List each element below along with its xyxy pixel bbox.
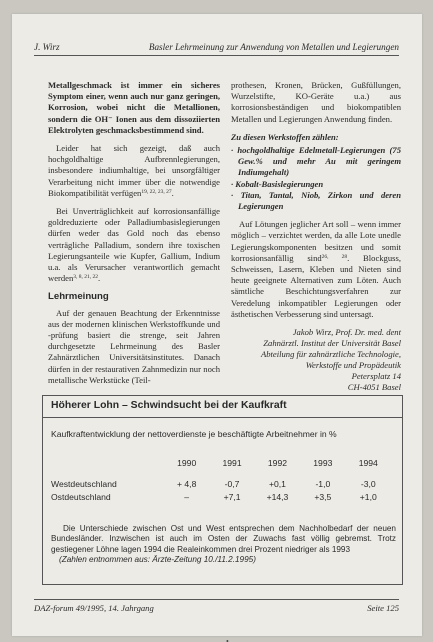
box-note-text: Die Unterschiede zwischen Ost und West entsprechen dem Nachholbedarf der neuen Bundesländer. Inzwischen ist auch im Osten der Zuwachs fast völlig gebremst. Trotz gestiegener Löhne lagen 1994 die Realeinkommen drei Prozent niedriger als 1993 (51, 524, 396, 554)
reference-superscript: 19, 22, 23, 27 (141, 188, 172, 195)
running-header (34, 42, 399, 56)
table-cell: +0,1 (268, 478, 286, 489)
signature-line: Petersplatz 14 (351, 371, 401, 382)
table-row (51, 477, 391, 490)
paragraph: Bei Unverträglichkeit auf korrosionsanfällige goldreduzierte oder Palladiumbasislegierungen dürfen weder das Gold noch das ebenso verträgliche Palladium, sondern ihre toxischen Legierungsanteile wie Kupfer, Gallium, Indium u.a. als Verursacher verantwortlich gemacht werden$^{3, 8, 21, 22}$. (48, 206, 220, 284)
paragraph: prothesen, Kronen, Brücken, Gußfüllungen, Wurzelstifte, KO-Geräte u.a.) aus korrosionsbeständigen und biokompatiblen Metallen und Legierungen Anwendung finden. (231, 80, 401, 124)
reference-superscript: 3, 8, 21, 22 (73, 274, 99, 281)
paragraph-text: Leider hat sich gezeigt, daß auch hochgoldhaltige Aufbrennlegierungen, insbesondere indiumhaltige, bei unsorgfältiger Verarbeitung nicht immer über die notwendige Biokompatibilität verfügen (48, 143, 220, 198)
section-heading: Lehrmeinung (48, 291, 109, 303)
year-header: 1990 (177, 457, 197, 468)
table-cell: +1,0 (359, 491, 377, 502)
page-footer (34, 599, 399, 613)
list-item: · Kobalt-Basislegierungen (231, 178, 324, 189)
right-column (231, 80, 401, 393)
box-title: Höherer Lohn – Schwindsucht bei der Kaufkraft (43, 396, 402, 418)
info-box (42, 395, 403, 585)
year-header: 1994 (358, 457, 378, 468)
paragraph: Leider hat sich gezeigt, daß auch hochgoldhaltige Aufbrennlegierungen, insbesondere indiumhaltige, bei unsorgfältiger Verarbeitung nicht immer über die notwendige Biokompatibilität verfügen$^{19, 22, 23, 27}$. (48, 143, 220, 198)
list-item: · hochgoldhaltige Edelmetall-Legierungen (75 Gew.% und mehr Au mit geringem Indiumgehalt) (231, 145, 401, 178)
table-cell: – (184, 491, 190, 502)
footer-page-number: Seite 125 (367, 603, 399, 613)
header-author: J. Wirz (34, 42, 60, 52)
list-item: · Titan, Tantal, Niob, Zirkon und deren Legierungen (231, 189, 401, 212)
table-header-row (51, 456, 391, 469)
year-header: 1993 (313, 457, 333, 468)
box-source: (Zahlen entnommen aus: Ärzte-Zeitung 10./11.2.1995) (59, 555, 256, 565)
table-cell: -1,0 (315, 478, 331, 489)
box-note (51, 524, 396, 566)
signature-line: Werkstoffe und Propädeutik (305, 360, 401, 371)
table-row (51, 490, 391, 503)
table-cell: +14,3 (266, 491, 289, 502)
paragraph-text: . Blockguss, Schweissen, Lasern, Kleben und Nieten sind heute geeignete Alternativen zum Löten. Auch sämtliche Beschichtungsverfahren zur Veredelung inkompatibler Legierungen oder ästhetischen Verbesserung sind untersagt. (231, 252, 401, 319)
footer-publication: DAZ-forum 49/1995, 14. Jahrgang (34, 603, 154, 613)
table-cell: -3,0 (360, 478, 376, 489)
purchasing-power-table (51, 456, 391, 503)
row-label: Westdeutschland (51, 478, 117, 489)
list-lead: Zu diesen Werkstoffen zählen: (231, 131, 339, 142)
page (12, 14, 422, 642)
row-label: Ostdeutschland (51, 491, 111, 502)
author-signature (231, 327, 401, 393)
table-cell: + 4,8 (177, 478, 197, 489)
paragraph-text: Bei Unverträglichkeit auf korrosionsanfällige goldreduzierte oder Palladiumbasislegierungen dürfen weder das Gold noch das ebenso verträgliche Palladium, sondern ihre toxischen Legierungsanteile wie Kupfer, Gallium, Indium u.a. als Verursacher verantwortlich gemacht werden (48, 206, 220, 284)
table-cell: -0,7 (224, 478, 240, 489)
table-cell: +7,1 (223, 491, 241, 502)
header-title: Basler Lehrmeinung zur Anwendung von Metallen und Legierungen (148, 42, 399, 52)
year-header: 1991 (222, 457, 242, 468)
signature-line: Jakob Wirz, Prof. Dr. med. dent (292, 327, 401, 338)
signature-line: CH-4051 Basel (347, 382, 401, 393)
page-mark: • (226, 637, 229, 642)
paragraph (231, 219, 401, 320)
signature-line: Zahnärztl. Institut der Universität Basel (263, 338, 401, 349)
paragraph: Auf der genauen Beachtung der Erkenntnisse aus der modernen klinischen Werkstoffkunde und -prüfung basiert die strenge, seit Jahren durchgesetzte Lehrmeinung des Basler Zahnärztlichen Universitätsinstitutes. Danach dürfen in der restaurativen Zahnmedizin nur noch metallische Werkstücke (Teil- (48, 307, 220, 385)
paragraph-text: Auf Lötungen jeglicher Art soll – wenn immer möglich – verzichtet werden, da alle Lote unedle Legierungskomponenten besitzen und somit korrosionsanfällig sind (231, 219, 401, 263)
material-list (231, 145, 401, 212)
year-header: 1992 (267, 457, 288, 468)
intro-paragraph: Metallgeschmack ist immer ein sicheres Symptom einer, wenn auch nur ganz geringen, Korrosion, wobei nicht die Metallionen, sondern die OH⁻ Ionen aus dem dissoziierten Elektrolyten geschmacksbestimmend sind. (48, 80, 220, 135)
box-subtitle: Kaufkraftentwicklung der nettoverdienste je beschäftigte Arbeitnehmer in % (51, 429, 337, 439)
signature-line: Abteilung für zahnärztliche Technologie, (260, 349, 401, 360)
table-cell: +3,5 (314, 491, 332, 502)
reference-superscript: 26, 28 (321, 253, 348, 260)
left-column (48, 80, 220, 393)
